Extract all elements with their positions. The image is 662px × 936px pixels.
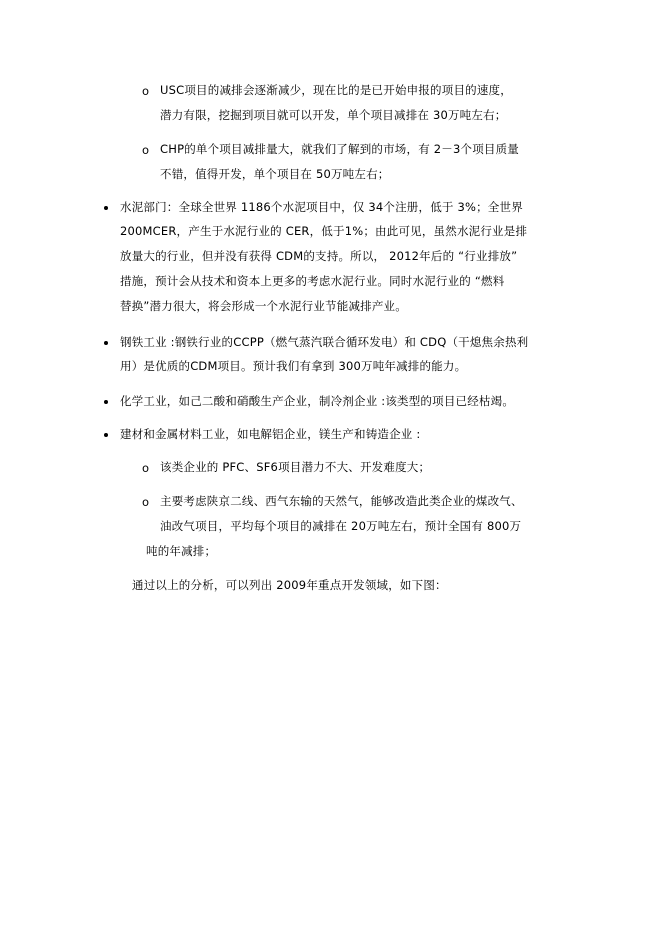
bullet-marker (104, 341, 108, 345)
sub-bullet-marker: o (142, 84, 150, 98)
sub-item-gas-line-1: 主要考虑陕京二线、西气东输的天然气，能够改造此类企业的煤改气、 (160, 494, 523, 508)
chemical-paragraph-line-1: 化学工业，如己二酸和硝酸生产企业，制冷剂企业 :该类型的项目已经枯竭。 (120, 394, 515, 408)
sub-item-pfc-line-1: 该类企业的 PFC、SF6项目潜力不大、开发难度大； (160, 460, 431, 474)
bullet-marker (104, 206, 108, 210)
sub-bullet-marker: o (142, 495, 150, 509)
cement-paragraph-line-4: 措施，预计会从技术和资本上更多的考虑水泥行业。同时水泥行业的 “燃料 (120, 274, 505, 288)
cement-paragraph-line-2: 200MCER，产生于水泥行业的 CER，低于1%；由此可见，虽然水泥行业是排 (120, 224, 528, 238)
cement-paragraph-line-3: 放量大的行业，但并没有获得 CDM的支持。所以， 2012年后的 “行业排放” (120, 249, 518, 263)
sub-item-gas-line-2: 油改气项目，平均每个项目的减排在 20万吨左右，预计全国有 800万 (160, 519, 522, 533)
bullet-marker (104, 400, 108, 404)
sub-item-chp-line-2: 不错，值得开发，单个项目在 50万吨左右； (160, 167, 390, 181)
conclusion-paragraph: 通过以上的分析，可以列出 2009年重点开发领域，如下图： (132, 578, 447, 592)
building-paragraph-line-1: 建材和金属材料工业，如电解铝企业，镁生产和铸造企业 : (120, 427, 421, 441)
sub-item-usc-line-2: 潜力有限，挖掘到项目就可以开发，单个项目减排在 30万吨左右； (160, 108, 507, 122)
sub-item-usc-line-1: USC项目的减排会逐渐减少，现在比的是已开始申报的项目的速度， (160, 83, 512, 97)
sub-item-chp-line-1: CHP的单个项目减排量大，就我们了解到的市场，有 2－3个项目质量 (160, 142, 519, 156)
cement-paragraph-line-1: 水泥部门：全球全世界 1186个水泥项目中，仅 34个注册，低于 3%；全世界 (120, 200, 523, 214)
steel-paragraph-line-1: 钢铁工业 :钢铁行业的CCPP（燃气蒸汽联合循环发电）和 CDQ（干熄焦余热利 (120, 335, 529, 349)
cement-paragraph-line-5: 替换”潜力很大，将会形成一个水泥行业节能减排产业。 (120, 299, 407, 313)
sub-item-gas-line-3: 吨的年减排； (146, 544, 217, 558)
steel-paragraph-line-2: 用）是优质的CDM项目。预计我们有拿到 300万吨年减排的能力。 (120, 359, 467, 373)
bullet-marker (104, 433, 108, 437)
sub-bullet-marker: o (142, 143, 150, 157)
sub-bullet-marker: o (142, 461, 150, 475)
